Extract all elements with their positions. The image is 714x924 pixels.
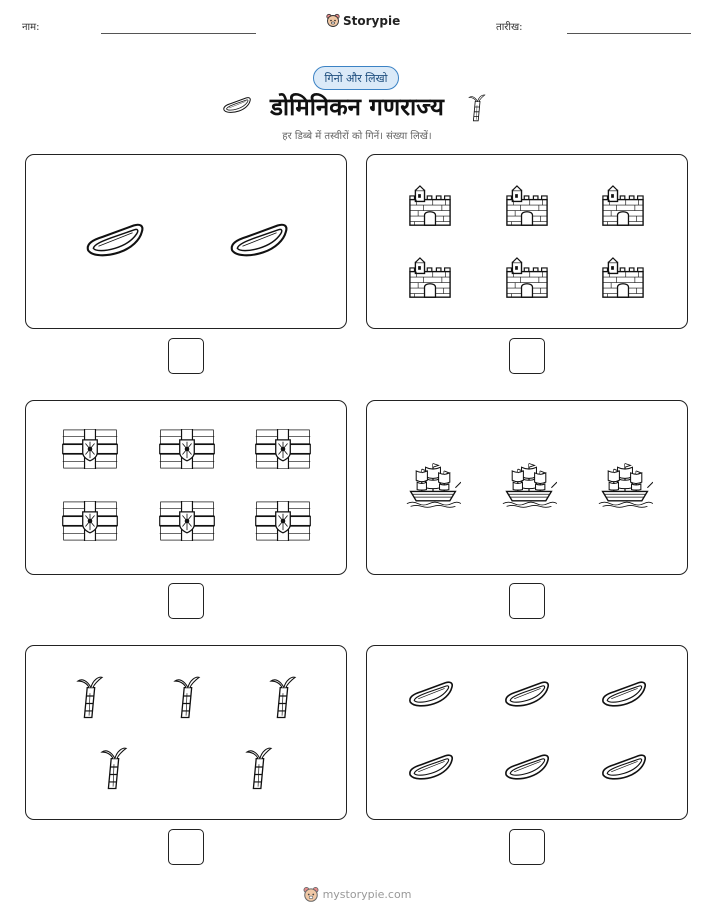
ship-icon	[501, 459, 557, 509]
canoe-icon	[407, 677, 455, 711]
worksheet-badge: गिनो और लिखो	[313, 66, 399, 90]
ship-icon	[597, 459, 653, 509]
flag-icon	[159, 501, 215, 541]
sugarcane-icon	[76, 672, 104, 720]
canoe-icon	[600, 677, 648, 711]
sugarcane-icon	[468, 92, 486, 122]
count-panel-1	[25, 154, 347, 329]
count-panel-6	[366, 645, 688, 820]
fortress-icon	[504, 185, 550, 227]
count-panel-2	[366, 154, 688, 329]
page-title: डोमिनिकन गणराज्य	[270, 93, 444, 121]
flag-icon	[62, 429, 118, 469]
canoe-icon	[228, 218, 290, 262]
date-line[interactable]	[567, 33, 691, 34]
canoe-icon	[503, 677, 551, 711]
bear-icon	[326, 13, 340, 28]
flag-icon	[159, 429, 215, 469]
canoe-icon	[600, 750, 648, 784]
sugarcane-icon	[100, 743, 128, 791]
date-label: तारीख:	[496, 22, 523, 33]
sugarcane-icon	[269, 672, 297, 720]
flag-icon	[255, 501, 311, 541]
brand-name: Storypie	[343, 13, 401, 28]
count-panel-5	[25, 645, 347, 820]
answer-box-4[interactable]	[509, 583, 545, 619]
fortress-icon	[600, 185, 646, 227]
bear-icon	[303, 886, 319, 903]
answer-box-5[interactable]	[168, 829, 204, 865]
sugarcane-icon	[245, 743, 273, 791]
answer-box-1[interactable]	[168, 338, 204, 374]
answer-box-3[interactable]	[168, 583, 204, 619]
name-line[interactable]	[101, 33, 256, 34]
canoe-icon	[503, 750, 551, 784]
fortress-icon	[407, 257, 453, 299]
count-panel-4	[366, 400, 688, 575]
flag-icon	[255, 429, 311, 469]
answer-box-2[interactable]	[509, 338, 545, 374]
fortress-icon	[600, 257, 646, 299]
fortress-icon	[504, 257, 550, 299]
canoe-icon	[407, 750, 455, 784]
footer	[0, 886, 714, 903]
fortress-icon	[407, 185, 453, 227]
ship-icon	[405, 459, 461, 509]
count-panel-3	[25, 400, 347, 575]
name-label: नाम:	[22, 22, 40, 33]
instructions: हर डिब्बे में तस्वीरों को गिनें। संख्या लिखें।	[282, 131, 432, 142]
footer-site[interactable]: mystorypie.com	[322, 888, 412, 901]
brand-logo	[326, 13, 400, 28]
flag-icon	[62, 501, 118, 541]
sugarcane-icon	[173, 672, 201, 720]
canoe-icon	[84, 218, 146, 262]
answer-box-6[interactable]	[509, 829, 545, 865]
